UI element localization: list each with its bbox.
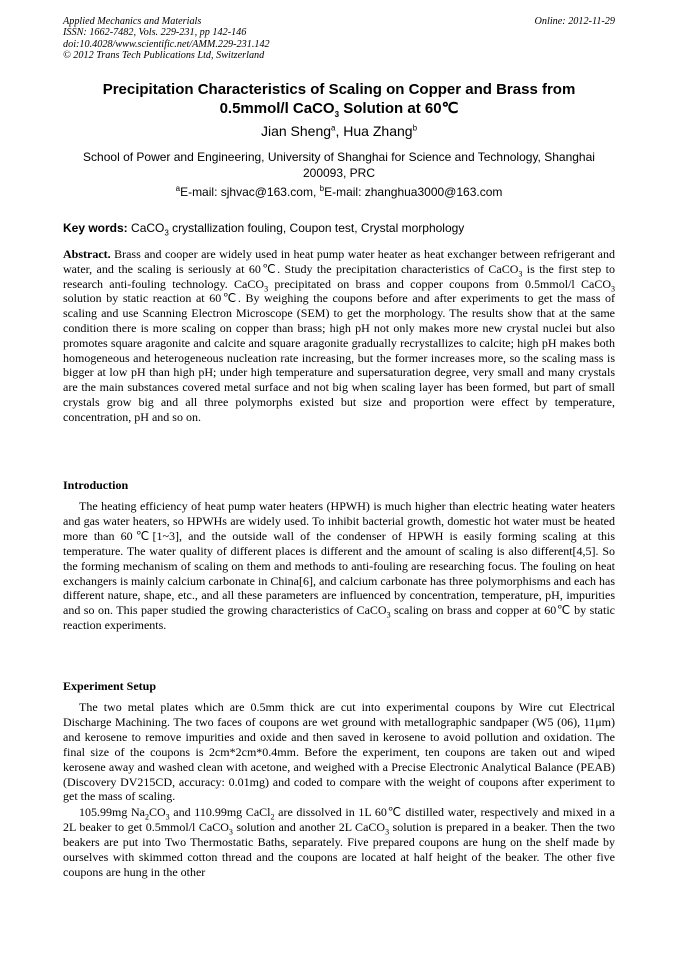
abstract-text: is the first step to research anti-fouling technology. CaCO bbox=[63, 261, 615, 291]
author-affil-mark: b bbox=[412, 123, 418, 133]
paragraph-text: are dissolved in 1L 60℃ distilled water, respectively and mixed in a 2L beaker to get 0.5mmol/l CaCO bbox=[63, 805, 616, 835]
paragraph-subscript: 3 bbox=[165, 812, 170, 822]
title-line-2 bbox=[63, 99, 615, 118]
affiliation-line: 200093, PRC bbox=[302, 165, 376, 180]
title-subscript: 3 bbox=[334, 110, 340, 119]
paragraph-text: solution and another 2L CaCO bbox=[232, 820, 386, 835]
experiment-paragraph: The two metal plates which are 0.5mm thick are cut into experimental coupons by Wire cut Electrical Discharge Machining. The two faces of coupons are wet ground with metallographic sandpaper (W5 (06), 11μm) and kerosene to remove impurities and oxide and then saved in kerosene to avoid pollution and oxidation. The final size of the coupons is 2cm*2cm*0.4mm. Before the experiment, ten coupons are taken out and wiped kerosene away and washed clean with acetone, and weighed with a Precise Electronic Analytical Balance (PEAB) (Discovery DV215CD, accuracy: 0.01mg) and coded to compare with the weight of coupons after experiment to get the mass of scaling. bbox=[63, 700, 615, 804]
abstract-text: precipitated on brass and copper coupons from 0.5mmol/l CaCO bbox=[268, 276, 611, 291]
paragraph-subscript: 3 bbox=[228, 827, 233, 837]
affiliation bbox=[63, 150, 615, 181]
author-name: Jian Sheng bbox=[260, 123, 332, 139]
paper-title bbox=[63, 80, 615, 118]
author-name: Hua Zhang bbox=[343, 123, 413, 139]
paragraph-text: 105.99mg Na bbox=[79, 805, 145, 820]
email-mark: b bbox=[319, 184, 325, 193]
keywords-label: Key words: bbox=[63, 221, 128, 235]
paragraph-text: The heating efficiency of heat pump water heaters (HPWH) is much higher than electric heating water heaters and gas water heaters, so HPWHs are widely used. To inhibit bacterial growth, domestic hot water must be heated more than 60℃[1~3], and the outside wall of the condenser of HPWH is easily forming scaling at this temperature. The water quality of different places is different and the amount of scaling is also different[4,5]. So the forming mechanism of scaling on them and methods to anti-fouling are researching focus. The fouling on heat exchangers is mainly calcium carbonate in China[6], and calcium carbonate has three polymorphisms and each has different nature, shape, etc., and all these parameters are influenced by concentration, temperature, pH, impurities and so on. This paper studied the growing characteristics of CaCO bbox=[63, 499, 615, 618]
introduction-heading: Introduction bbox=[63, 478, 129, 492]
title-line-1: Precipitation Characteristics of Scaling on Copper and Brass from bbox=[102, 81, 576, 98]
title-text: 0.5mmol/l CaCO bbox=[219, 100, 335, 117]
keywords bbox=[63, 221, 615, 236]
introduction-section bbox=[63, 499, 615, 633]
abstract-subscript: 3 bbox=[611, 283, 615, 293]
introduction-paragraph bbox=[63, 499, 615, 633]
author-list bbox=[63, 122, 615, 140]
author-separator: , bbox=[335, 123, 344, 139]
abstract-subscript: 3 bbox=[264, 283, 269, 293]
experiment-section bbox=[63, 700, 615, 880]
email-text: E-mail: zhanghua3000@163.com bbox=[324, 185, 503, 199]
journal-name: Applied Mechanics and Materials bbox=[63, 16, 202, 27]
journal-header bbox=[63, 16, 615, 61]
paragraph-subscript: 2 bbox=[270, 812, 275, 822]
affiliation-line: School of Power and Engineering, University of Shanghai for Science and Technology, Shanghai bbox=[83, 150, 595, 164]
paragraph-subscript: 3 bbox=[386, 610, 391, 620]
paragraph-text: CO bbox=[148, 805, 166, 820]
title-text: Solution at 60℃ bbox=[339, 100, 459, 117]
online-date: Online: 2012-11-29 bbox=[534, 16, 615, 27]
keywords-subscript: 3 bbox=[164, 228, 169, 238]
keywords-text: crystallization fouling, Coupon test, Crystal morphology bbox=[168, 221, 465, 235]
paragraph-text: solution is prepared in a beaker. Then the two beakers are put into Two Thermostatic Baths, separately. Five prepared coupons are hung on the shelf made by ourselves with skimmed cotton thread and the coupons are located at half height of the beaker. The other five coupons are hung in the other bbox=[63, 820, 615, 879]
email-line bbox=[63, 185, 615, 200]
author-affil-mark: a bbox=[331, 123, 336, 133]
doi-line: doi:10.4028/www.scientific.net/AMM.229-231.142 bbox=[63, 38, 270, 50]
email-text: E-mail: sjhvac@163.com, bbox=[180, 185, 320, 199]
experiment-heading: Experiment Setup bbox=[63, 679, 156, 693]
copyright-line: © 2012 Trans Tech Publications Ltd, Switzerland bbox=[63, 49, 265, 61]
paragraph-subscript: 3 bbox=[385, 827, 390, 837]
email-mark: a bbox=[175, 184, 181, 193]
abstract-text: solution by static reaction at 60℃. By weighing the coupons before and after experiments to get the mass of scaling and use Scanning Electron Microscope (SEM) to get the morphology. The results show that at the same condition there is more scaling on copper than brass; high pH not only makes more new crystal nuclei but also promotes square aragonite and calcite and square aragonite gradually recrystallizes to calcite; high pH makes both homogeneous and heterogeneous nucleation rate increasing, but the former increases more, so the scaling mass is bigger at low pH than high pH; under high temperature and supersaturation degree, very small and many crystals are the main substances covered metal surface and not big when scaling layer has been formed, but part of small crystals grow big and all three polymorphs existed but size and proportion were effect by temperature, concentration, pH and so on. bbox=[63, 291, 615, 424]
abstract-label: Abstract. bbox=[63, 247, 111, 261]
keywords-text: CaCO bbox=[127, 221, 165, 235]
abstract-text: Brass and cooper are widely used in heat pump water heater as heat exchanger between refrigerant and water, and the scaling is seriously at 60℃. Study the precipitation characteristics of CaCO bbox=[63, 247, 615, 276]
experiment-paragraph bbox=[63, 805, 615, 880]
abstract bbox=[63, 247, 615, 425]
issn-line: ISSN: 1662-7482, Vols. 229-231, pp 142-146 bbox=[63, 27, 247, 39]
abstract-subscript: 3 bbox=[518, 269, 523, 279]
paragraph-text: scaling on brass and copper at 60℃ by static reaction experiments. bbox=[63, 603, 615, 633]
paragraph-text: and 110.99mg CaCl bbox=[169, 805, 271, 820]
paragraph-subscript: 2 bbox=[144, 812, 149, 822]
